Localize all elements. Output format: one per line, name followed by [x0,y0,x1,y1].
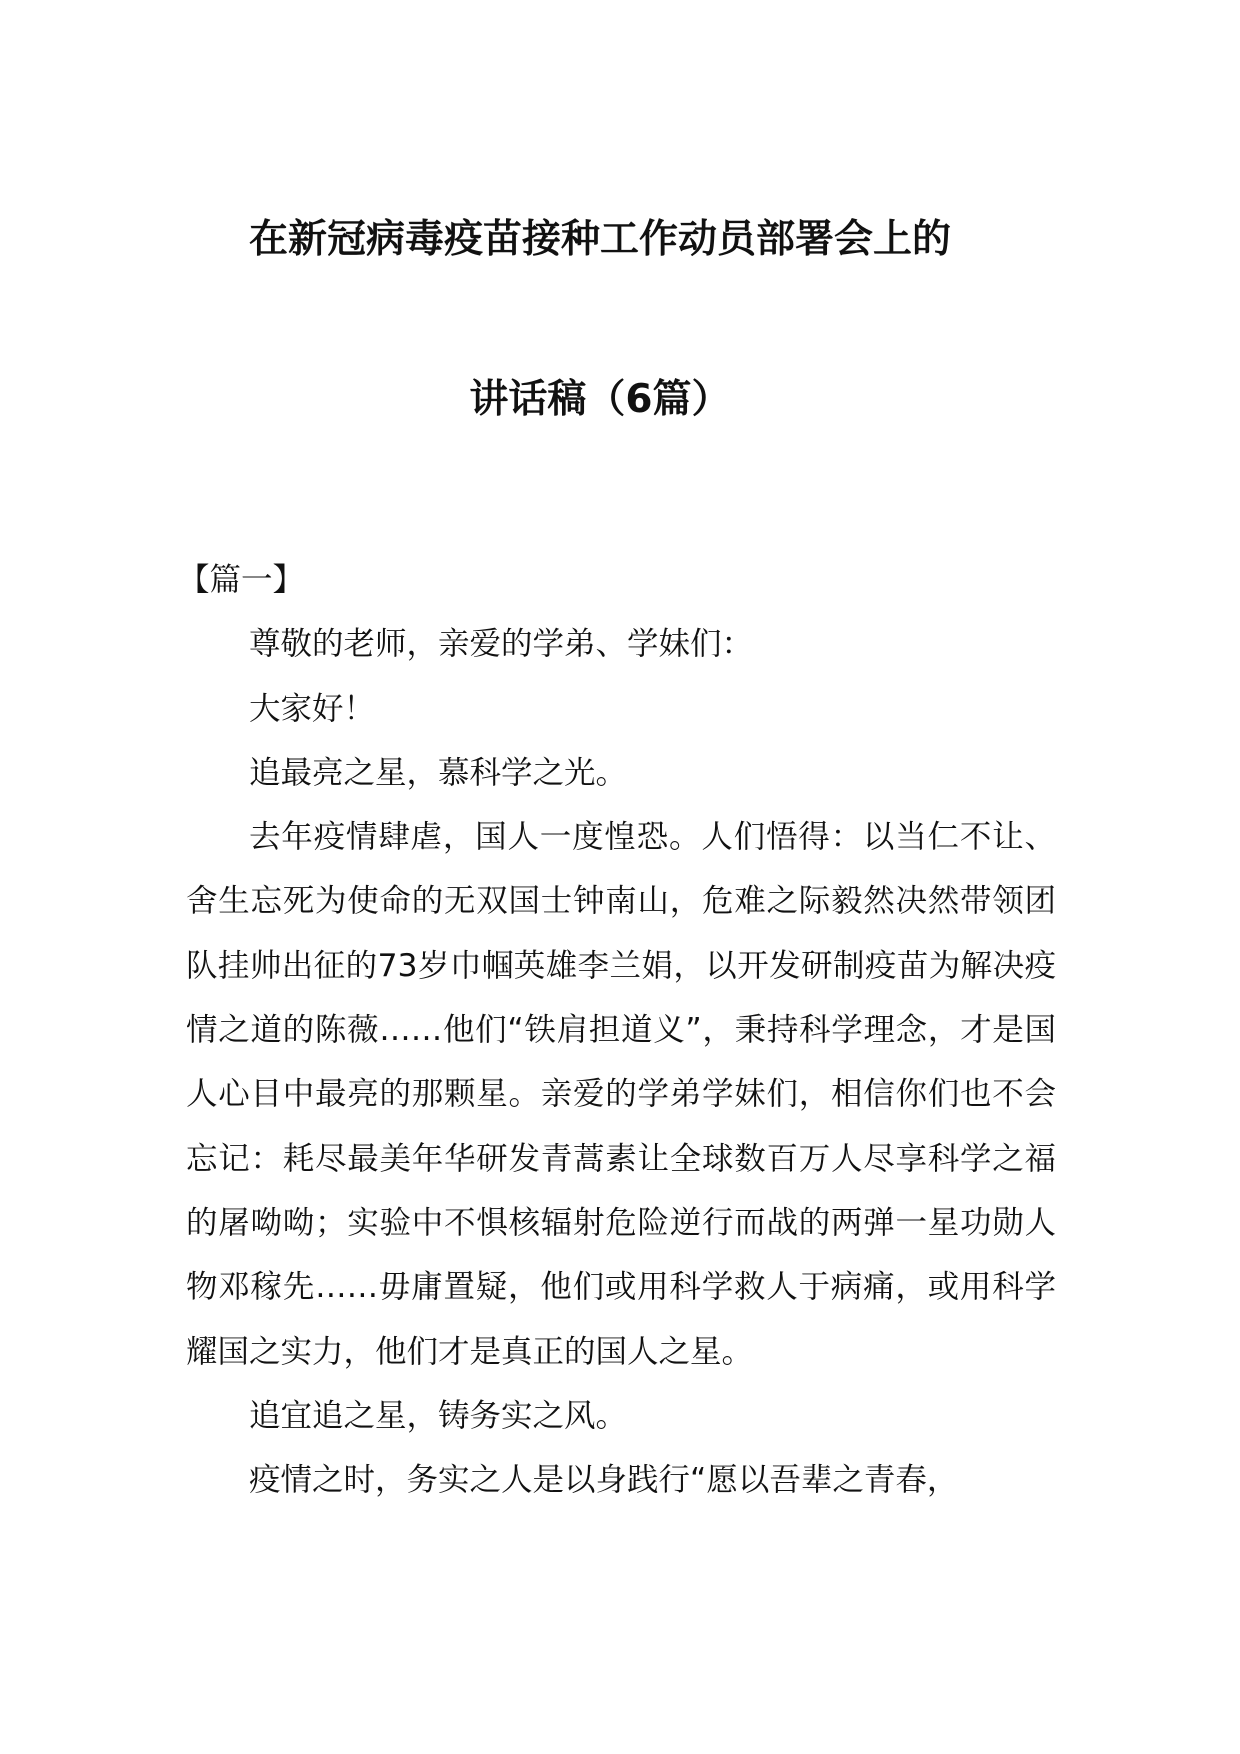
paragraph-greeting: 大家好！ [249,690,376,727]
section-heading: 【篇一】 [178,562,305,598]
document-title-line-1: 在新冠病毒疫苗接种工作动员部署会上的 [248,217,951,262]
paragraph-body-2: 疫情之时，务实之人是以身践行“愿以吾辈之青春， [249,1462,959,1499]
paragraph-salutation: 尊敬的老师，亲爱的学弟、学妹们： [249,626,754,663]
paragraph-subheading-2: 追宜追之星，铸务实之风。 [249,1397,628,1434]
document-title-line-2: 讲话稿（6篇） [469,377,731,422]
paragraph-subheading-1: 追最亮之星，慕科学之光。 [249,754,628,791]
document-body [178,548,1056,1512]
paragraph-body-1: 去年疫情肆虐，国人一度惶恐。人们悟得：以当仁不让、舍生忘死为使命的无双国士钟南山，危难之际毅然决然带领团队挂帅出征的73岁巾帼英雄李兰娟，以开发研制疫苗为解决疫情之道的陈薇……他们“铁肩担道义”，秉持科学理念，才是国人心目中最亮的那颗星。亲爱的学弟学妹们，相信你们也不会忘记：耗尽最美年华研发青蒿素让全球数百万人尽享科学之福的屠呦呦；实验中不惧核辐射危险逆行而战的两弹一星功勋人物邓稼先……毋庸置疑，他们或用科学救人于病痛，或用科学耀国之实力，他们才是真正的国人之星。 [186,819,1056,1370]
